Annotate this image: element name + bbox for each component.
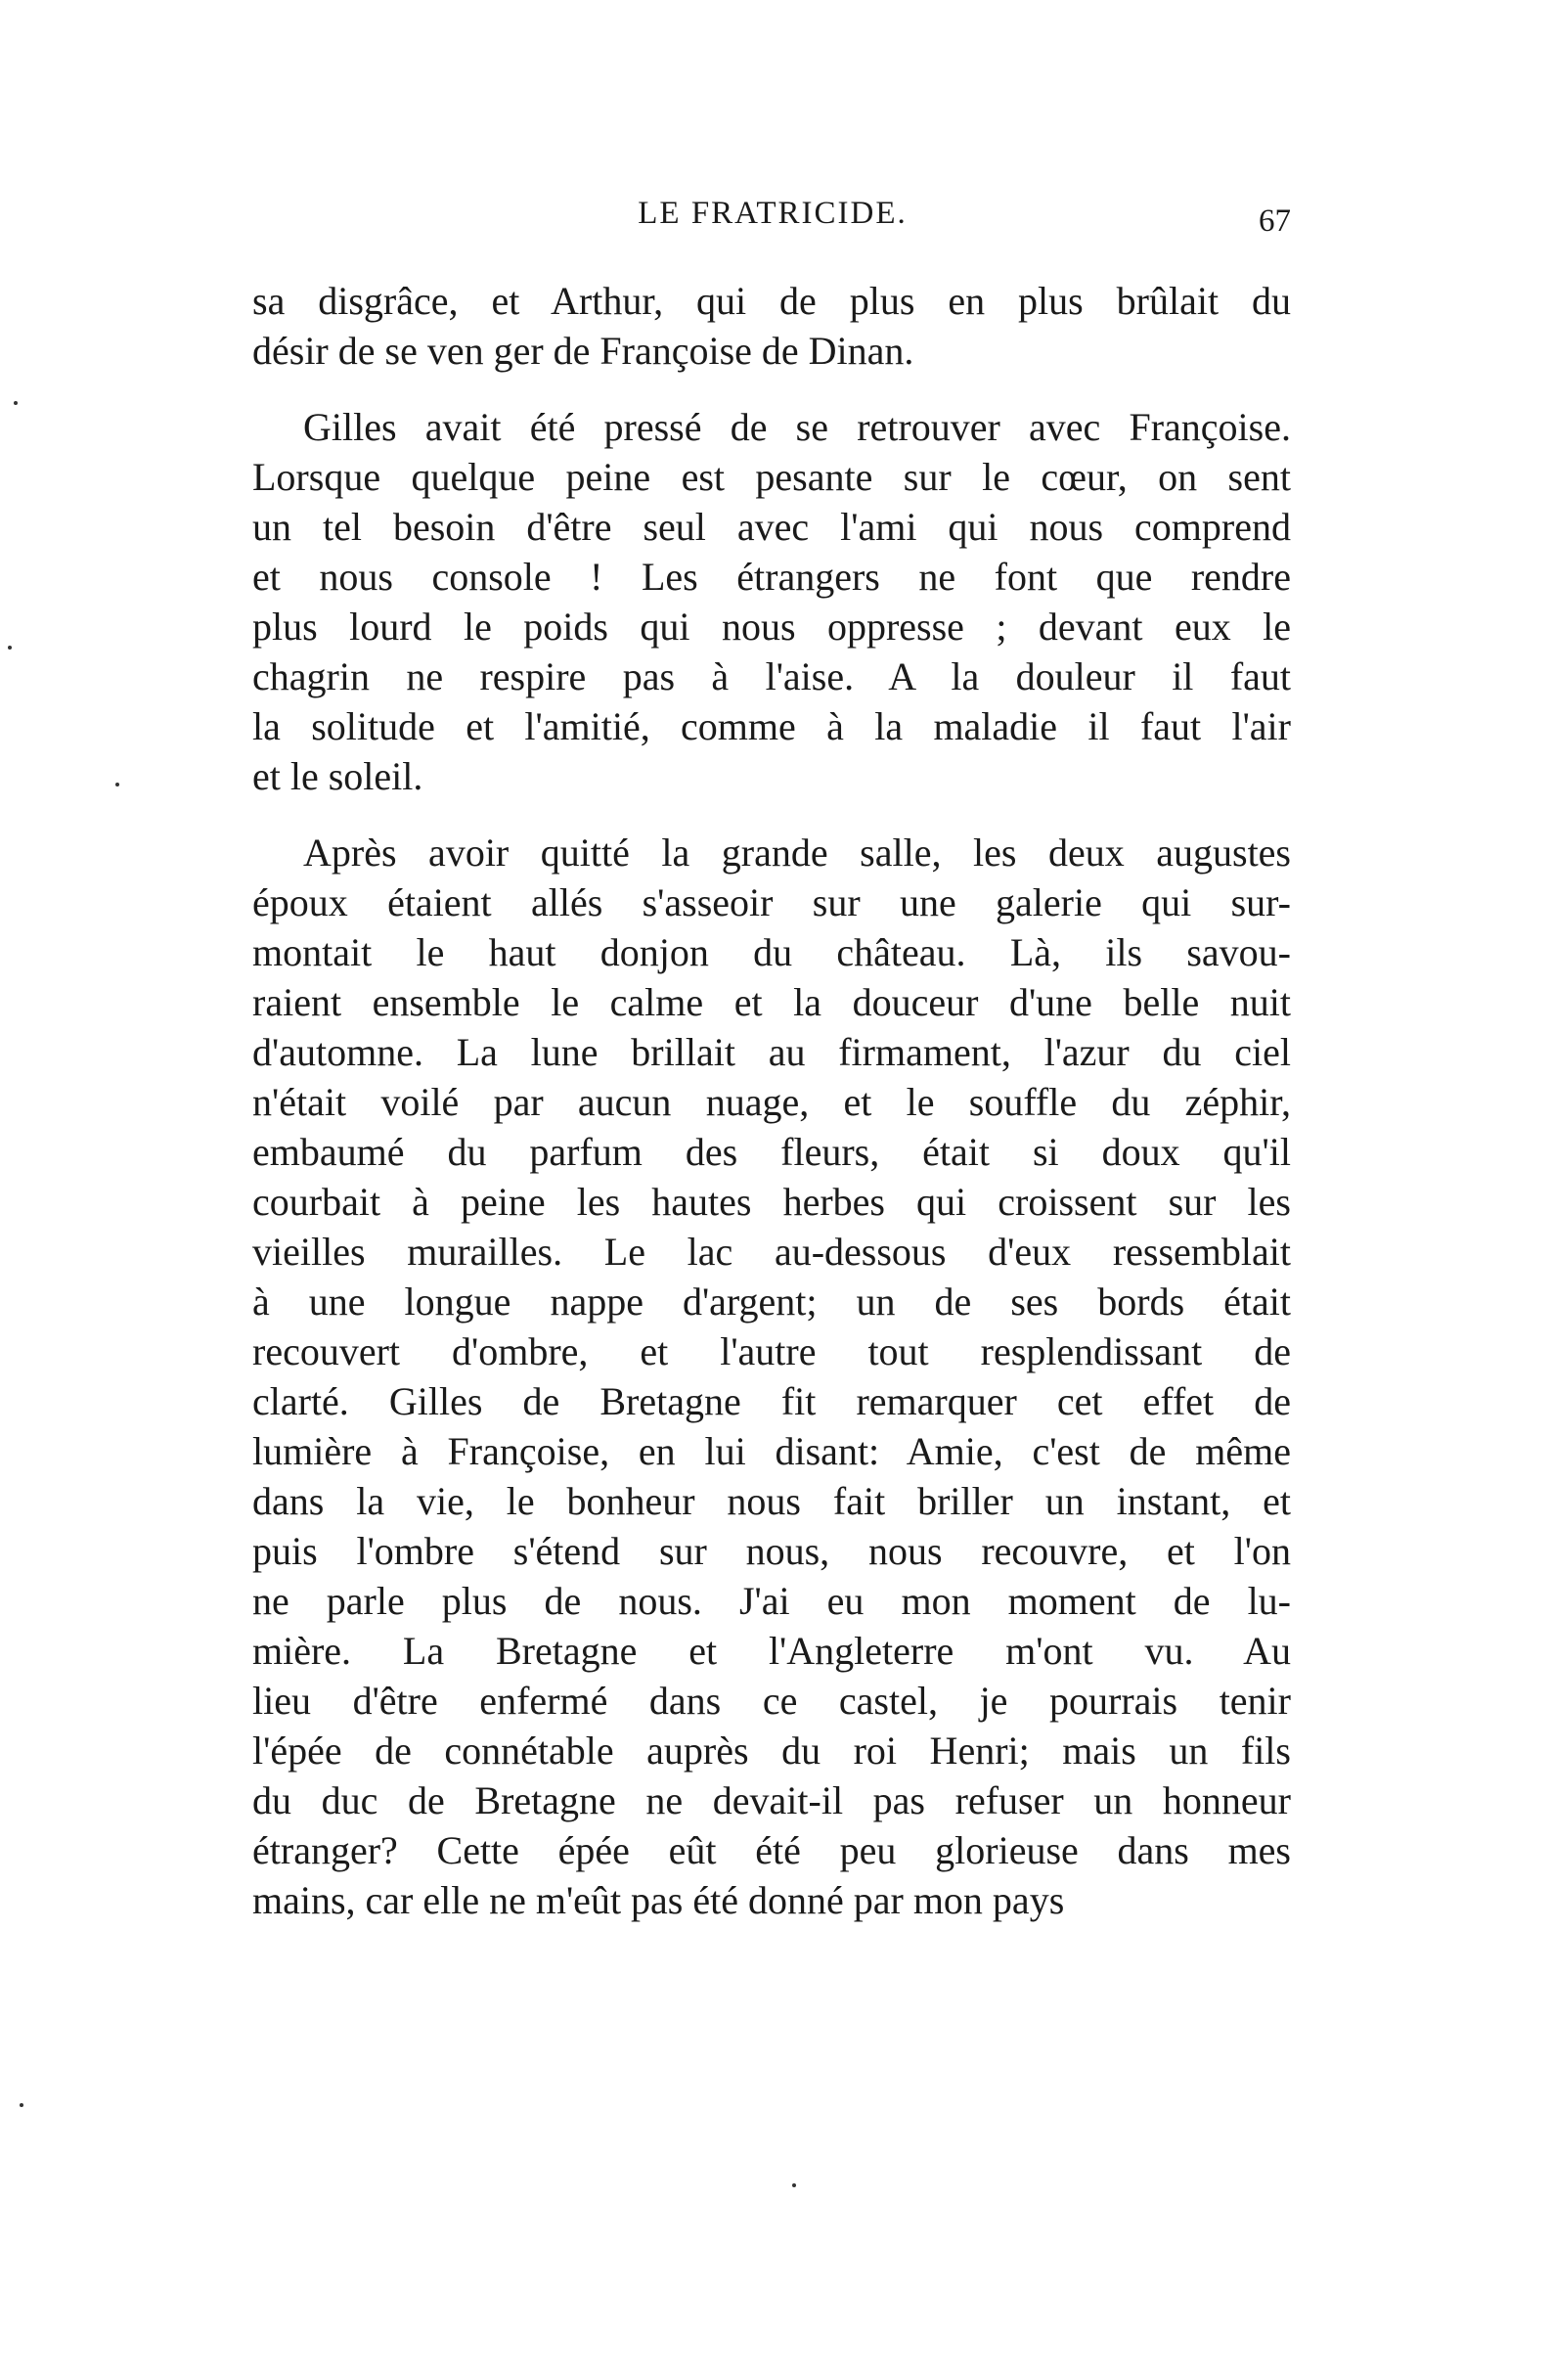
- text-line: courbait à peine les hautes herbes qui croissent sur les: [252, 1180, 1291, 1224]
- text-line: chagrin ne respire pas à l'aise. A la douleur il faut: [252, 654, 1291, 698]
- running-title: LE FRATRICIDE.: [638, 196, 908, 231]
- paragraph: [252, 276, 1291, 376]
- text-line: vieilles murailles. Le lac au-dessous d'eux ressemblait: [252, 1230, 1291, 1274]
- text-line: la solitude et l'amitié, comme à la maladie il faut l'air: [252, 704, 1291, 748]
- text-line: un tel besoin d'être seul avec l'ami qui nous comprend: [252, 505, 1291, 549]
- text-line: Gilles avait été pressé de se retrouver avec Françoise.: [303, 405, 1291, 449]
- text-line: du duc de Bretagne ne devait-il pas refuser un honneur: [252, 1778, 1291, 1822]
- text-line: montait le haut donjon du château. Là, ils savou-: [252, 930, 1291, 974]
- text-line: désir de se ven ger de Françoise de Dinan.: [252, 329, 914, 373]
- text-line: et le soleil.: [252, 754, 423, 798]
- text-line: sa disgrâce, et Arthur, qui de plus en plus brûlait du: [252, 279, 1291, 323]
- paragraph: [252, 828, 1291, 1925]
- scan-speck: [115, 783, 119, 786]
- text-line: raient ensemble le calme et la douceur d'une belle nuit: [252, 980, 1291, 1024]
- text-line: puis l'ombre s'étend sur nous, nous recouvre, et l'on: [252, 1529, 1291, 1573]
- text-line: étranger? Cette épée eût été peu glorieuse dans mes: [252, 1828, 1291, 1872]
- text-line: lumière à Françoise, en lui disant: Amie, c'est de même: [252, 1429, 1291, 1473]
- text-line: à une longue nappe d'argent; un de ses bords était: [252, 1280, 1291, 1324]
- scan-speck: [14, 401, 18, 405]
- paragraph: [252, 402, 1291, 801]
- paragraph-gap: [252, 376, 1291, 402]
- scan-speck: [792, 2183, 796, 2187]
- text-line: Lorsque quelque peine est pesante sur le cœur, on sent: [252, 455, 1291, 499]
- body-text: [252, 276, 1291, 1925]
- text-line: n'était voilé par aucun nuage, et le souffle du zéphir,: [252, 1080, 1291, 1124]
- text-line: l'épée de connétable auprès du roi Henri; mais un fils: [252, 1729, 1291, 1773]
- text-line: recouvert d'ombre, et l'autre tout resplendissant de: [252, 1329, 1291, 1373]
- text-line: plus lourd le poids qui nous oppresse ; devant eux le: [252, 605, 1291, 649]
- text-line: dans la vie, le bonheur nous fait briller un instant, et: [252, 1479, 1291, 1523]
- text-line: ne parle plus de nous. J'ai eu mon moment de lu-: [252, 1579, 1291, 1623]
- text-line: mière. La Bretagne et l'Angleterre m'ont vu. Au: [252, 1629, 1291, 1673]
- paragraph-gap: [252, 801, 1291, 828]
- text-line: clarté. Gilles de Bretagne fit remarquer cet effet de: [252, 1379, 1291, 1423]
- page-number: 67: [1259, 203, 1291, 239]
- text-line: embaumé du parfum des fleurs, était si doux qu'il: [252, 1130, 1291, 1174]
- text-line: lieu d'être enfermé dans ce castel, je pourrais tenir: [252, 1679, 1291, 1723]
- text-line: Après avoir quitté la grande salle, les deux augustes: [303, 831, 1291, 875]
- text-line: et nous console ! Les étrangers ne font que rendre: [252, 555, 1291, 599]
- text-line: d'automne. La lune brillait au firmament, l'azur du ciel: [252, 1030, 1291, 1074]
- scan-speck: [8, 646, 12, 650]
- scan-speck: [20, 2103, 23, 2107]
- text-line: époux étaient allés s'asseoir sur une galerie qui sur-: [252, 880, 1291, 924]
- running-head: [254, 196, 1291, 245]
- text-line: mains, car elle ne m'eût pas été donné par mon pays: [252, 1878, 1065, 1922]
